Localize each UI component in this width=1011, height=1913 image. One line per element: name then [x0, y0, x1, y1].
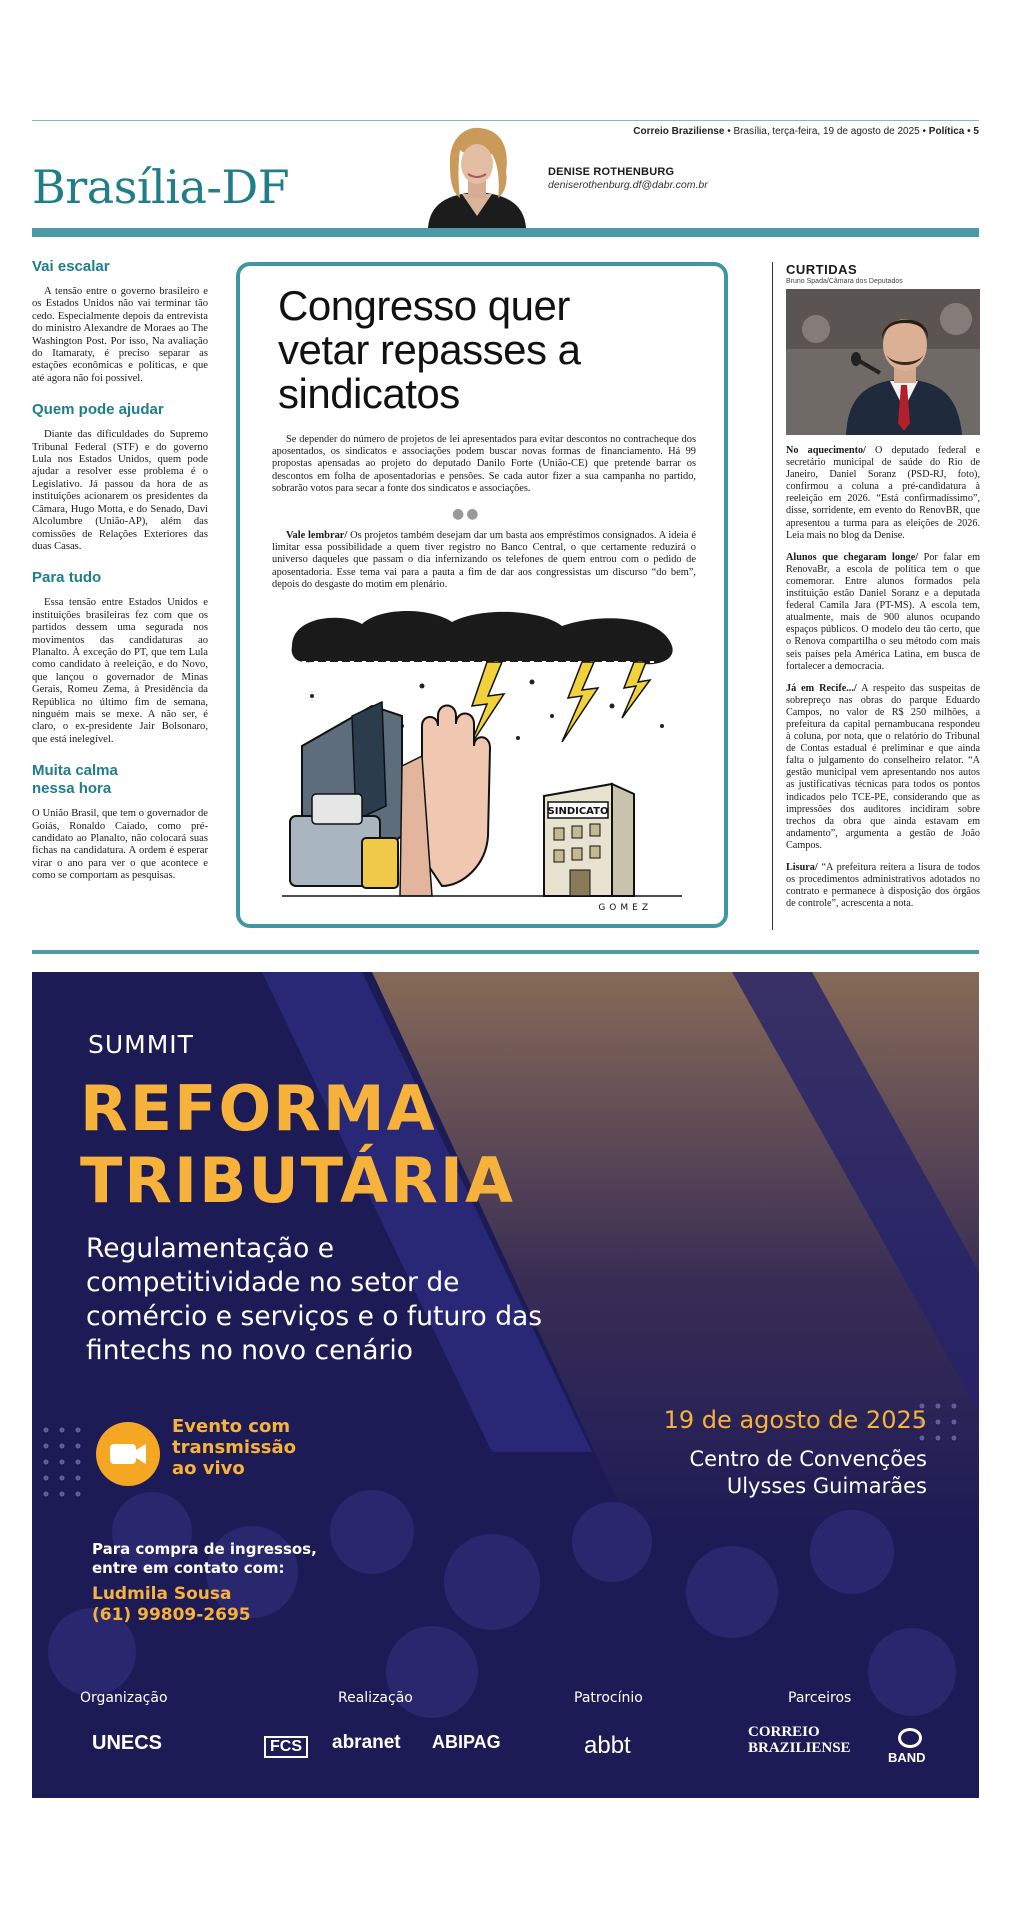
ad-subtitle: Regulamentação e competitividade no setor de comércio e serviços e o futuro das fintechs no novo cenário: [86, 1233, 543, 1366]
correio-line1: CORREIO: [748, 1724, 820, 1740]
contact-name: Ludmila Sousa: [92, 1584, 232, 1604]
venue-line2: Ulysses Guimarães: [726, 1474, 927, 1498]
second-lead: Vale lembrar/: [286, 530, 348, 541]
note-text: A respeito das suspeitas de sobrepreço nas obras do parque Eduardo Campos, no valor de R$ 250 milhões, a prefeitura da capital pernambucana respondeu à coluna, por nota, que o relatório do Tribunal de Contas estadual é preliminar e que ainda falta o julgamento do conselheiro relator. “A gestão municipal vem apresentando nos autos as justificativas técnicas para todos os pontos indicados pelo TCE-PE, considerando que as impressões dos auditores incidiram sobre trechos da obra que ainda estavam em andamento”, argumenta a gestão de João Campos.: [786, 682, 980, 851]
note-title: Quem pode ajudar: [32, 401, 164, 419]
main-headline: Congresso quer vetar repasses a sindicatos: [278, 282, 581, 417]
curtidas-note: [786, 552, 980, 673]
live-line3: ao vivo: [172, 1458, 245, 1479]
photo-credit: Bruno Spada/Câmara dos Deputados: [786, 278, 903, 285]
logo-abranet: abranet: [332, 1732, 401, 1753]
ad-contact-person: [92, 1584, 251, 1626]
note-body: O União Brasil, que tem o governador de Goiás, Ronaldo Caiado, como pré-candidato ao Planalto, não colocará suas fichas na candidatura. A ordem é esperar virar o ano para ver o que acontece e como se comportam as pesquisas.: [32, 808, 208, 882]
page-divider: [32, 950, 979, 954]
note-lead: Já em Recife.../: [786, 682, 857, 694]
note-text: Por falar em RenovaBr, a escola de política tem o que comemorar. Entre alunos formados pela instituição estão Daniel Soranz e a deputada federal Camila Jara (PT-MS). A escola tem, atualmente, mais de 900 alunos ocupando espaços públicos. O modelo deu tão certo, que o Renova compartilha o seu método com mais seis países pela América Latina, em busca de fortalecer a democracia.: [786, 551, 980, 672]
section-name: Política: [928, 126, 965, 137]
curtidas-title: CURTIDAS: [786, 262, 858, 277]
curtidas-note: [786, 862, 980, 910]
logo-fcs: FCS: [264, 1736, 308, 1758]
header-top-rule: [32, 120, 979, 121]
dateline: • Brasília, terça-feira, 19 de agosto de 2025 •: [727, 126, 927, 137]
cartoon-signature: GOMEZ: [598, 903, 652, 913]
note-lead: No aquecimento/: [786, 445, 866, 456]
columnist-info: [548, 166, 708, 191]
venue-line1: Centro de Convenções: [689, 1447, 927, 1471]
editorial-cartoon: [282, 606, 682, 916]
contact-line2: entre em contato com:: [92, 1559, 285, 1577]
cartoon-sign: SINDICATO: [547, 806, 609, 817]
main-story-box: [236, 262, 728, 928]
page-number: • 5: [967, 126, 979, 137]
curtidas-note: [786, 445, 980, 542]
live-line1: Evento com: [172, 1416, 291, 1437]
columnist-name: DENISE ROTHENBURG: [548, 166, 675, 178]
main-second-paragraph: [272, 530, 696, 591]
live-line2: transmissão: [172, 1437, 297, 1458]
group-realizacao: Realização: [338, 1690, 413, 1706]
group-parceiros: Parceiros: [788, 1690, 852, 1706]
right-column: [786, 262, 980, 910]
second-body: Os projetos também desejam dar um basta aos empréstimos consignados. A ideia é limitar essa possibilidade a quem tiver registro no Banco Central, o que certamente reduzirá o universo daqueles que passam o dia infernizando os telefones de quem entrou com o pedido de aposentadoria. Esse tema vai para a pauta a fim de dar aos congressistas um discurso “do bem”, depois do desgaste do motim em plenário.: [272, 530, 696, 590]
logo-abipag: ABIPAG: [432, 1732, 501, 1752]
logo-abbt: abbt: [584, 1732, 631, 1759]
columnist-email[interactable]: deniserothenburg.df@dabr.com.br: [548, 179, 708, 191]
header-bar: [32, 228, 979, 237]
correio-line2: BRAZILIENSE: [748, 1740, 851, 1756]
note-text: O deputado federal e secretário municipal de saúde do Rio de Janeiro, Daniel Soranz (PSD-RJ, foto), confirmou a coluna a pré-candidatura à reeleição em 2026. “Está confirmadíssimo”, disse, sorridente, em evento do RenovBR, que apresentou a turma para as eleições de 2026. Leia mais no blog da Denise.: [786, 445, 980, 541]
note-body: Diante das dificuldades do Supremo Tribunal Federal (STF) e do governo Lula nos Estados Unidos, quem pode ajudar a resolver esse problema é o Legislativo. Já passou da hora de as instituições acionarem os presidentes da Câmara, Hugo Motta, e do Senado, Davi Alcolumbre (União-AP), além das comissões de Relações Exteriores das duas Casas.: [32, 429, 208, 552]
contact-phone[interactable]: (61) 99809-2695: [92, 1605, 251, 1625]
logo-correio: [748, 1724, 851, 1756]
note-lead: Alunos que chegaram longe/: [786, 551, 919, 563]
separator-dots: ●●: [452, 506, 481, 522]
note-body: Essa tensão entre Estados Unidos e instituições brasileiras fez com que os partidos dessem uma segurada nos movimentos das candidaturas ao Planalto. À exceção do PT, que tem Lula como candidato à reeleição, e do Novo, que lançou o governador de Minas Gerais, Romeu Zema, à Presidência da República no último fim de semana, ninguém mais se mexe. A não ser, é claro, o ex-presidente Jair Bolsonaro, que está inelegível.: [32, 597, 208, 745]
curtidas-note: [786, 683, 980, 852]
section-title: Brasília-DF: [32, 160, 290, 214]
columnist-portrait: [420, 124, 534, 228]
logo-band: BAND: [888, 1750, 926, 1765]
ad-title-line2: TRIBUTÁRIA: [80, 1144, 515, 1217]
summit-advertisement[interactable]: [32, 972, 979, 1798]
main-lead: Se depender do número de projetos de lei apresentados para evitar descontos no contracheque dos aposentados, os sindicatos e associações podem buscar novas formas de financiamento. Há 99 propostas apensadas ao projeto do deputado Danilo Forte (União-CE) que pretende barrar os descontos em folha de aposentadorias e pensões. Se cada autor fizer a sua campanha no partido, sobrarão votos para secar a fonte dos sindicatos e associações.: [272, 434, 696, 494]
note-text: “A prefeitura reitera a lisura de todos os procedimentos administrativos adotados no contrato e permanece à disposição dos órgãos de controle”, acrescenta a nota.: [786, 862, 980, 910]
newspaper-name: Correio Braziliense: [633, 126, 725, 137]
ad-title-line1: REFORMA: [80, 1072, 437, 1145]
running-head: [633, 126, 979, 137]
video-camera-icon: [96, 1422, 160, 1486]
column-divider: [772, 262, 773, 930]
left-column: [32, 258, 208, 899]
note-title: Vai escalar: [32, 258, 110, 275]
deputy-photo: [786, 289, 980, 435]
note-title: Para tudo: [32, 569, 102, 587]
ad-live-notice: [172, 1416, 296, 1479]
ad-venue: [690, 1446, 927, 1500]
band-eye-icon: [898, 1728, 922, 1748]
ad-date: 19 de agosto de 2025: [663, 1406, 927, 1434]
logo-unecs: UNECS: [92, 1732, 163, 1754]
note-lead: Lisura/: [786, 862, 818, 873]
group-patrocinio: Patrocínio: [574, 1690, 643, 1706]
note-title: Muita calma nessa hora: [32, 762, 118, 798]
contact-line1: Para compra de ingressos,: [92, 1540, 317, 1558]
ad-summit-label: SUMMIT: [88, 1030, 194, 1059]
ad-contact-info: [92, 1540, 317, 1578]
group-organizacao: Organização: [80, 1690, 168, 1706]
note-body: A tensão entre o governo brasileiro e os Estados Unidos não vai terminar tão cedo. Especialmente depois da entrevista do ministro Alexandre de Moraes ao The Washington Post. Por isso, Na avaliação do Itamaraty, é preciso separar as estações econômicas e políticas, e que até agora não foi possível.: [32, 286, 208, 384]
